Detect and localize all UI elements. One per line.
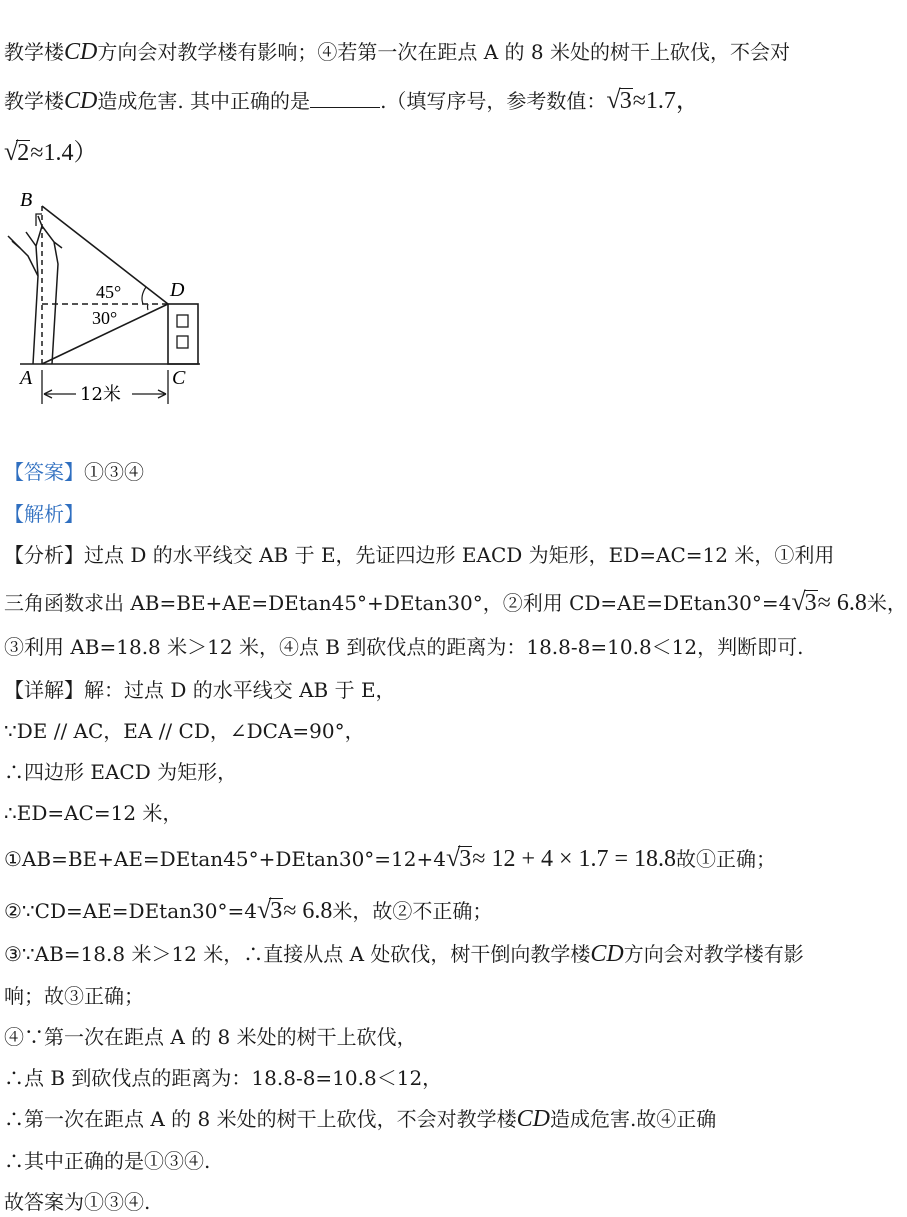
sqrt3-radicand: 3	[804, 590, 817, 616]
detail-line-6: ②∵CD=AE=DEtan30°=4√3≈ 6.8米，故②不正确；	[4, 895, 493, 924]
answer-label: 【答案】	[4, 460, 84, 484]
detail-text: ②∵CD=AE=DEtan30°=4	[4, 899, 257, 923]
approx-value: ≈ 6.8	[817, 590, 867, 616]
detail-line-12: ∴其中正确的是①③④.	[4, 1149, 211, 1173]
detail-text: 米，故②不正确；	[332, 899, 493, 923]
point-d-label: D	[170, 279, 185, 301]
point-b-label: B	[20, 189, 33, 211]
question-line-2: 教学楼CD造成危害. 其中正确的是 .（填写序号，参考数值：√3≈1.7，	[4, 85, 700, 114]
detail-line-8: 响；故③正确；	[4, 984, 144, 1008]
detail-text: ③∵AB=18.8 米＞12 米，∴直接从点 A 处砍伐，树干倒向教学楼	[4, 942, 591, 966]
detail-line-3: ∴四边形 EACD 为矩形，	[4, 760, 238, 784]
building-cd-label: CD	[590, 941, 624, 967]
question-text: 教学楼	[4, 40, 64, 64]
sqrt3-radicand: 3	[270, 898, 283, 924]
question-line-3: √2≈1.4）	[4, 137, 98, 166]
question-text: 教学楼	[4, 89, 64, 113]
detail-text: 方向会对教学楼有影	[623, 942, 804, 966]
building-cd-label: CD	[64, 88, 98, 114]
sqrt2-radicand: 2	[17, 140, 30, 166]
answer-value: ①③④	[84, 460, 144, 484]
detail-line-10: ∴点 B 到砍伐点的距离为：18.8-8=10.8＜12，	[4, 1066, 443, 1090]
sqrt3-value: ≈1.7，	[632, 88, 700, 114]
detail-line-2: ∵DE // AC，EA // CD，∠DCA=90°，	[4, 719, 365, 743]
detail-line-7	[4, 940, 804, 968]
detail-line-9: ④∵第一次在距点 A 的 8 米处的树干上砍伐，	[4, 1025, 417, 1049]
question-text: .（填写序号，参考数值：	[380, 89, 607, 113]
answer-line	[4, 458, 144, 486]
question-text: 造成危害. 其中正确的是	[97, 89, 311, 113]
sqrt2-value: ≈1.4）	[30, 140, 98, 166]
point-a-label: A	[20, 367, 33, 389]
analysis-heading: 【解析】	[4, 502, 84, 526]
detail-line-5: ①AB=BE+AE=DEtan45°+DEtan30°=12+4√3≈ 12 + 4 × 1.7 = 18.8故①正确；	[4, 843, 777, 872]
approx-value: ≈ 6.8	[283, 898, 333, 924]
detail-line-11	[4, 1105, 716, 1133]
point-c-label: C	[172, 367, 186, 389]
question-line-1	[4, 38, 790, 66]
approx-value: ≈ 12 + 4 × 1.7 = 18.8	[472, 846, 677, 872]
sqrt3-radicand: 3	[459, 846, 472, 872]
building-cd-label: CD	[516, 1106, 550, 1132]
tree-building-figure	[0, 186, 210, 410]
angle-45-label: 45°	[96, 282, 122, 302]
answer-blank	[310, 89, 380, 108]
sqrt3-radicand: 3	[619, 88, 632, 114]
analysis-line-1: 【分析】过点 D 的水平线交 AB 于 E，先证四边形 EACD 为矩形，ED=AC=12 米，①利用	[4, 543, 835, 567]
detail-text: ∴第一次在距点 A 的 8 米处的树干上砍伐，不会对教学楼	[4, 1107, 517, 1131]
detail-text: 造成危害.故④正确	[549, 1107, 717, 1131]
analysis-text: 三角函数求出 AB=BE+AE=DEtan45°+DEtan30°，②利用 CD=AE=DEtan30°=4	[4, 591, 792, 615]
question-text: 方向会对教学楼有影响；④若第一次在距点 A 的 8 米处的树干上砍伐，不会对	[97, 40, 790, 64]
distance-label: 12米	[80, 384, 121, 405]
analysis-text: 米，	[866, 591, 907, 615]
analysis-line-3: ③利用 AB=18.8 米＞12 米，④点 B 到砍伐点的距离为：18.8-8=10.8＜12，判断即可.	[4, 635, 804, 659]
detail-line-1: 【详解】解：过点 D 的水平线交 AB 于 E，	[4, 678, 396, 702]
analysis-line-2: 三角函数求出 AB=BE+AE=DEtan45°+DEtan30°，②利用 CD=AE=DEtan30°=4√3≈ 6.8米，	[4, 587, 907, 616]
detail-line-4: ∴ED=AC=12 米，	[4, 801, 183, 825]
building-cd-label: CD	[64, 39, 98, 65]
detail-text: ①AB=BE+AE=DEtan45°+DEtan30°=12+4	[4, 847, 446, 871]
angle-30-label: 30°	[92, 308, 118, 328]
detail-line-13: 故答案为①③④.	[4, 1190, 151, 1214]
detail-text: 故①正确；	[676, 847, 777, 871]
